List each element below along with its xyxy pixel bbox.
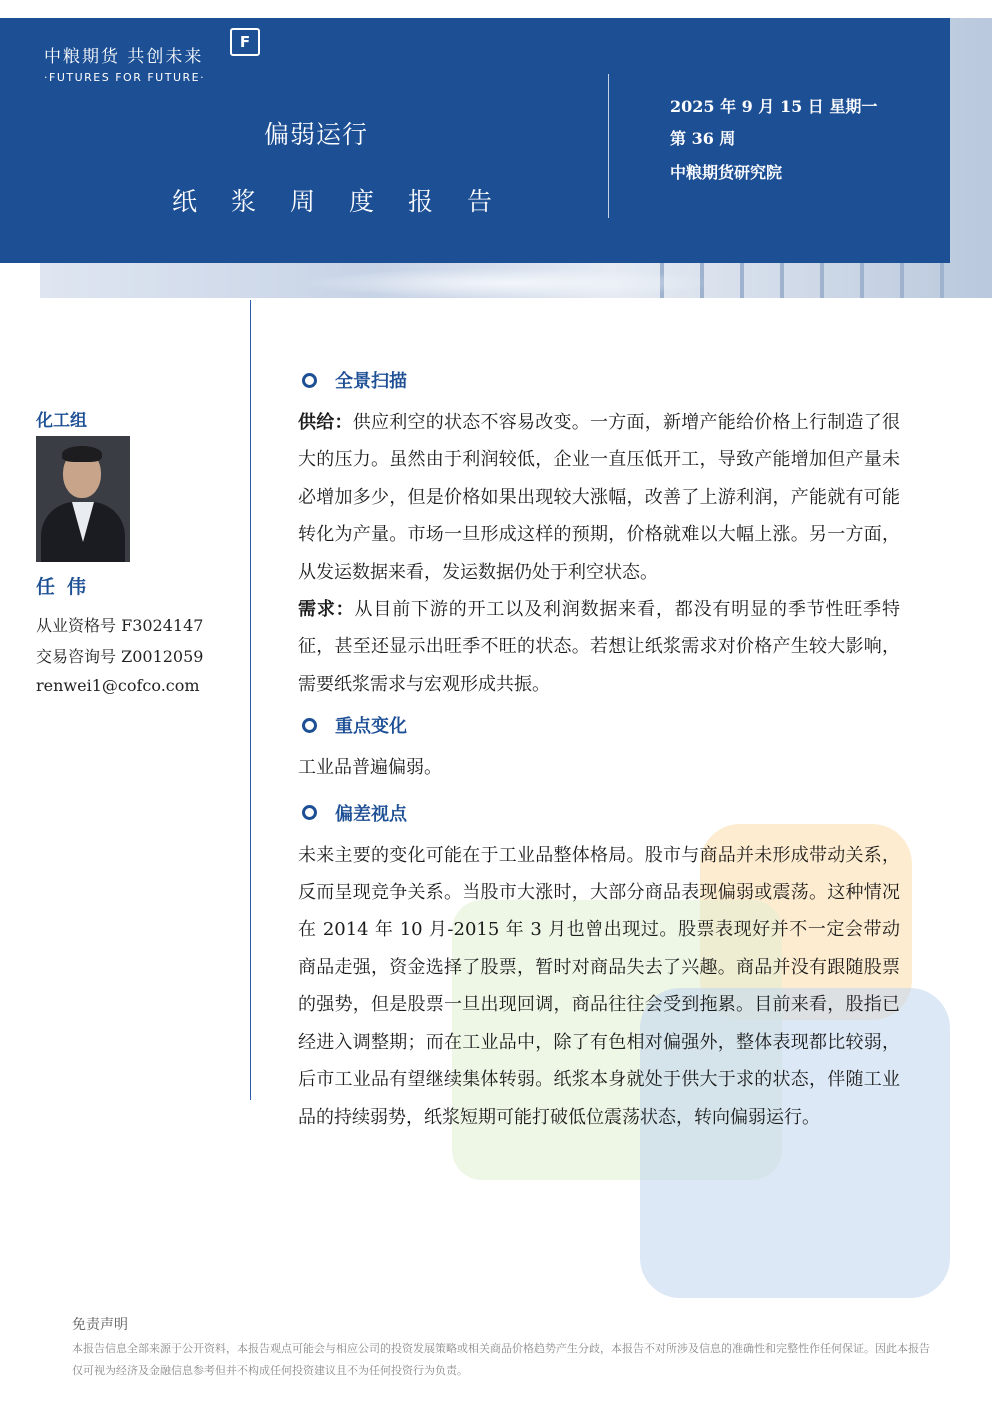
paragraph-demand xyxy=(298,591,900,703)
paragraph-label: 供给： xyxy=(298,412,353,433)
report-content xyxy=(298,364,900,1136)
paragraph-text: 从目前下游的开工以及利润数据来看，都没有明显的季节性旺季特征，甚至还显示出旺季不旺的状态。若想让纸浆需求对价格产生较大影响，需要纸浆需求与宏观形成共振。 xyxy=(298,599,901,695)
report-institute: 中粮期货研究院 xyxy=(670,163,783,182)
paragraph-text: 工业品普遍偏弱。 xyxy=(298,757,442,779)
paragraph-text: 供应利空的状态不容易改变。一方面，新增产能给价格上行制造了很大的压力。虽然由于利润较低，企业一直压低开工，导致产能增加但产量未必增加多少，但是价格如果出现较大涨幅，改善了上游利润，产能就有可能转化为产量。市场一旦形成这样的预期，价格就难以大幅上涨。另一方面，从发运数据来看，发运数据仍处于利空状态。 xyxy=(298,412,900,583)
paragraph-text: 未来主要的变化可能在于工业品整体格局。股市与商品并未形成带动关系，反而呈现竞争关系。当股市大涨时，大部分商品表现偏弱或震荡。这种情况在 2014 年 10 月-2015 年 3 月也曾出现过。股票表现好并不一定会带动商品走强，资金选择了股票，暂时对商品失去了兴趣。商品并没有跟随股票的强势，但是股票一旦出现回调，商品往往会受到拖累。目前来看，股指已经进入调整期；而在工业品中，除了有色相对偏强外，整体表现都比较弱，后市工业品有望继续集体转弱。纸浆本身就处于供大于求的状态，伴随工业品的持续弱势，纸浆短期可能打破低位震荡状态，转向偏弱运行。 xyxy=(298,844,900,1128)
section-heading-text: 偏差视点 xyxy=(335,803,407,825)
section-heading xyxy=(298,364,900,396)
section-heading xyxy=(298,797,900,829)
bullet-circle-icon xyxy=(302,805,317,820)
logo-text: 中粮期货 共创未来 xyxy=(44,47,204,67)
paragraph-supply xyxy=(298,404,900,591)
sidebar-divider xyxy=(250,300,251,1100)
author-name: 任伟 xyxy=(36,576,99,598)
paragraph-key-change xyxy=(298,749,900,786)
logo-subtext: ·FUTURES FOR FUTURE· xyxy=(44,71,206,84)
section-heading-text: 重点变化 xyxy=(335,716,407,738)
author-email[interactable]: renwei1@cofco.com xyxy=(36,676,200,695)
header-divider xyxy=(608,74,609,218)
disclaimer-title: 免责声明 xyxy=(72,1317,128,1333)
disclaimer-text: 本报告信息全部来源于公开资料，本报告观点可能会与相应公司的投资发展策略或相关商品价格趋势产生分歧，本报告不对所涉及信息的准确性和完整性作任何保证。因此本报告仅可视为经济及金融信息参考但并不构成任何投资建议且不为任何投资行为负责。 xyxy=(72,1342,930,1377)
header-banner xyxy=(0,18,950,263)
report-subtitle: 偏弱运行 xyxy=(264,120,369,149)
section-heading-text: 全景扫描 xyxy=(335,371,407,392)
bullet-circle-icon xyxy=(302,373,317,388)
section-heading xyxy=(298,709,900,741)
report-date: 2025 年 9 月 15 日 星期一 xyxy=(670,97,878,116)
author-photo xyxy=(36,436,130,562)
company-logo xyxy=(44,33,251,84)
author-qualification: 从业资格号 F3024147 xyxy=(36,616,204,635)
paragraph-label: 需求： xyxy=(298,599,355,621)
author-consulting-number: 交易咨询号 Z0012059 xyxy=(36,647,204,666)
author-group: 化工组 xyxy=(36,411,87,431)
bullet-circle-icon xyxy=(302,718,317,733)
report-week: 第 36 周 xyxy=(670,129,736,148)
paragraph-deviation-view xyxy=(298,837,900,1136)
report-title: 纸浆周度报告 xyxy=(172,187,527,216)
logo-mark-icon: F xyxy=(230,28,260,56)
